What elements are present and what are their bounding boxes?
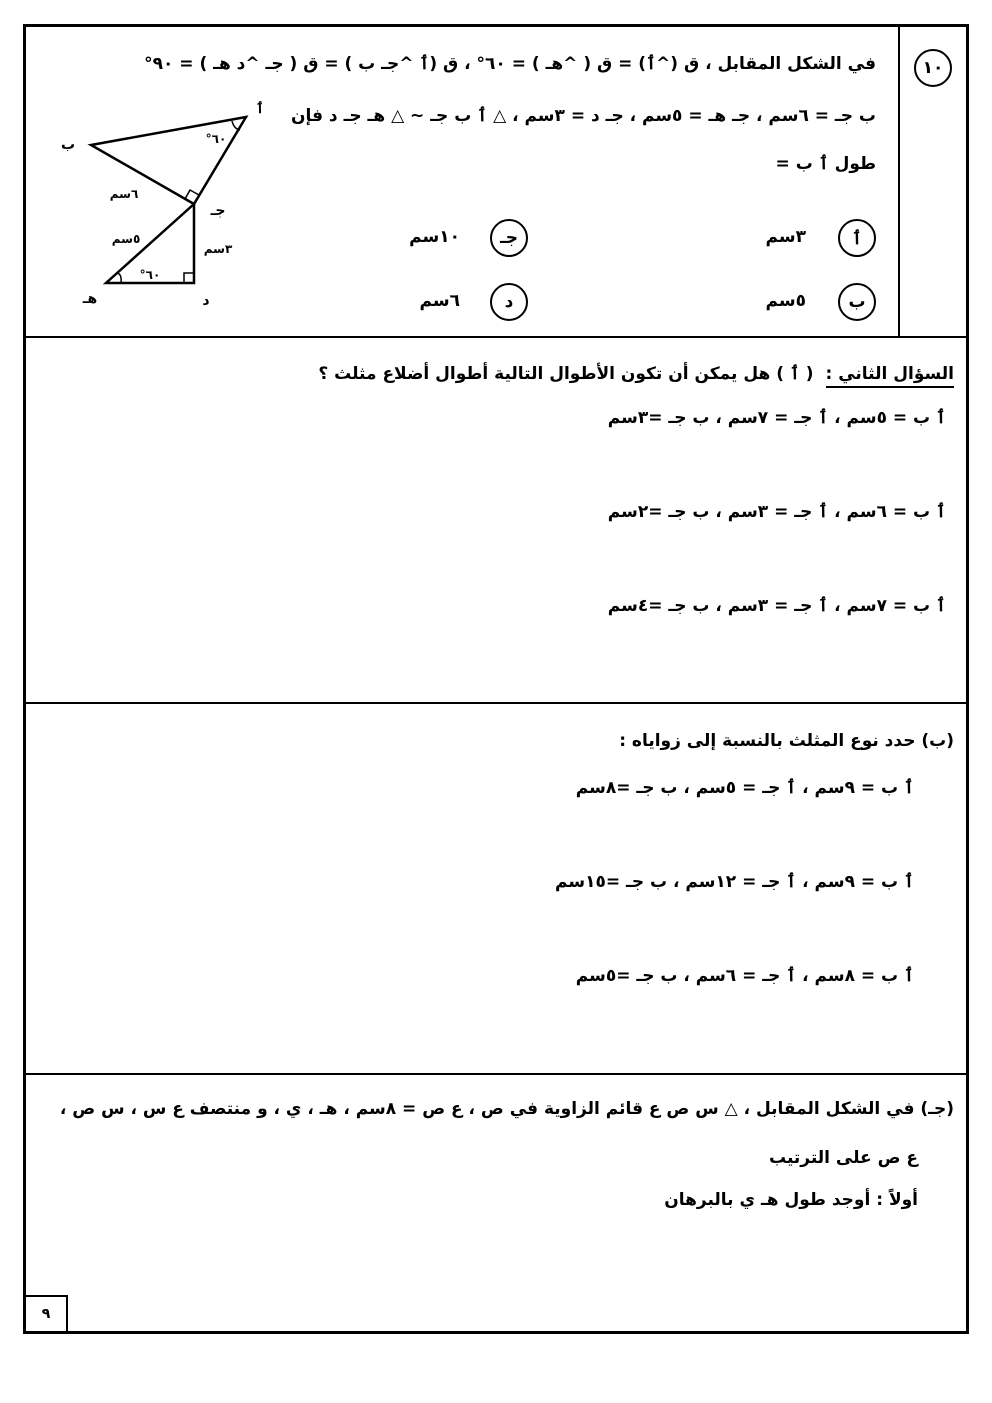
option-c-badge: جـ [490,219,528,257]
q2c-line-2: ع ص على الترتيب [768,1148,918,1168]
option-b-badge: ب [838,283,876,321]
angle-label-h: ٦٠° [139,268,161,282]
length-ch: ٥سم [111,232,141,246]
page-frame [23,24,969,1334]
number-column-divider [898,27,900,336]
question-number-badge: ١٠ [914,49,952,87]
triangle-figure [60,97,286,317]
q2a-item-3: ٲ ب = ٧سم ، ٲ جـ = ٣سم ، ب جـ =٤سم [607,596,946,616]
q2a-item-2: ٲ ب = ٦سم ، ٲ جـ = ٣سم ، ب جـ =٢سم [607,502,946,522]
q2b-item-3: ٲ ب = ٨سم ، ٲ جـ = ٦سم ، ب جـ =٥سم [575,966,914,986]
divider-2 [26,702,966,704]
q2b-item-1: ٲ ب = ٩سم ، ٲ جـ = ٥سم ، ب جـ =٨سم [575,778,914,798]
q10-line-2: ب جـ = ٦سم ، جـ هـ = ٥سم ، جـ د = ٣سم ، △ ٲ ب جـ ~ △ هـ جـ د فإن [290,106,876,126]
right-angle-d [184,273,194,283]
option-d-badge: د [490,283,528,321]
divider-3 [26,1073,966,1075]
option-a-badge: ٲ [838,219,876,257]
q2b-question: (ب) حدد نوع المثلث بالنسبة إلى زواياه : [619,731,954,751]
q2a-item-1: ٲ ب = ٥سم ، ٲ جـ = ٧سم ، ب جـ =٣سم [607,408,946,428]
q10-line-3: طول ٲ ب = [775,154,876,174]
page-number: ٩ [26,1295,68,1331]
q2a-question: ( ٲ ) هل يمكن أن تكون الأطوال التالية أطوال أضلاع مثلث ؟ [318,364,814,384]
q2a-header [318,363,954,385]
vertex-label-a: ٲ [255,101,265,117]
vertex-label-d: د [202,293,210,309]
vertex-label-b: ب [60,137,76,153]
divider-1 [26,336,966,338]
option-a-text: ٣سم [765,227,806,247]
length-bc: ٦سم [109,187,139,201]
option-c-text: ١٠سم [409,227,460,247]
angle-arc-h [117,273,121,283]
vertex-label-c: جـ [210,203,226,219]
q2c-line-1: (جـ) في الشكل المقابل ، △ س ص ع قائم الزاوية في ص ، ع ص = ٨سم ، هـ ، ي ، و منتصف ع س ، س ص ، [59,1099,954,1119]
length-cd: ٣سم [203,242,233,256]
q2b-item-2: ٲ ب = ٩سم ، ٲ جـ = ١٢سم ، ب جـ =١٥سم [555,872,914,892]
option-b-text: ٥سم [765,291,806,311]
option-d-text: ٦سم [419,291,460,311]
vertex-label-h: هـ [82,291,98,307]
q10-line-1: في الشكل المقابل ، ق (^ٲ) = ق ( ^هـ ) = ٦٠° ، ق (ٲ ^جـ ب ) = ق ( جـ ^د هـ ) = ٩٠° [144,54,876,74]
q2-title: السؤال الثاني : [826,364,955,388]
angle-label-a: ٦٠° [205,132,227,146]
q2c-line-3: أولاً : أوجد طول هـ ي بالبرهان [664,1190,918,1210]
